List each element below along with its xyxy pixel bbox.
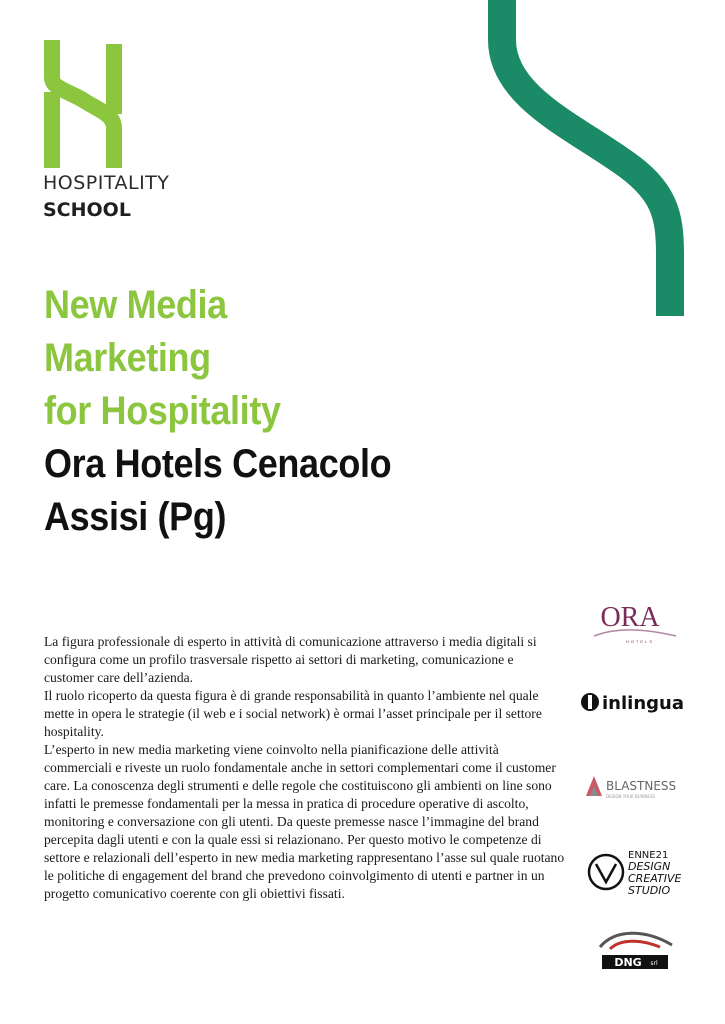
subtitle-line: Ora Hotels Cenacolo — [44, 442, 392, 486]
logo-text-hospitality: HOSPITALITY — [43, 172, 170, 194]
page-title — [44, 279, 449, 544]
dng-logo — [590, 925, 680, 975]
enne21-logo-design: DESIGN — [628, 860, 671, 873]
decorative-swoosh — [480, 0, 725, 330]
enne21-logo-text: ENNE21 — [628, 850, 669, 861]
title-line: New Media — [44, 283, 227, 327]
blastness-logo-text: BLASTNESS — [606, 779, 677, 793]
title-line: Marketing — [44, 336, 211, 380]
body-text — [44, 633, 566, 903]
inlingua-logo-text: inlingua — [602, 693, 684, 714]
enne21-logo-studio: STUDIO — [628, 884, 671, 897]
ora-hotels-logo — [580, 596, 680, 646]
hospitality-school-logo — [40, 40, 180, 230]
logo-text-school: SCHOOL — [43, 199, 131, 221]
enne21-logo-creative: CREATIVE — [628, 872, 681, 885]
body-paragraph: L’esperto in new media marketing viene coinvolto nella pianificazione delle attività commerciali e riveste un ruolo fondamentale anche in settori complementari come il customer care. La conoscenza degli strumenti e delle regole che costituiscono gli ambienti on line sono infatti le premesse fondamentali per la messa in pratica di procedure operative di ascolto, monitoring e conversazione con gli utenti. Da queste premesse nasce l’immagine del brand percepita dagli utenti e con la quale essi si relazionano. Per questo motivo le competenze di settore e relazionali dell’esperto in new media marketing rappresentano l’asse sul quale ruotano le politiche di engagement del brand che prevedono coinvolgimento di utenti e partner in un progetto comunicativo coerente con gli obiettivi fissati. — [44, 742, 565, 901]
logo-h-mark — [40, 40, 126, 168]
ora-logo-text: ORA — [600, 602, 660, 633]
blastness-logo — [584, 770, 684, 800]
ora-logo-subtext: HOTELS — [625, 639, 655, 644]
blastness-logo-subtext: DESIGN YOUR BUSINESS — [606, 794, 656, 799]
inlingua-logo — [580, 686, 685, 716]
dng-logo-text: DNG — [614, 956, 642, 969]
enne21-logo — [586, 842, 681, 902]
subtitle-line: Assisi (Pg) — [44, 495, 227, 539]
dng-logo-srl: srl — [650, 960, 658, 967]
body-paragraph: Il ruolo ricoperto da questa figura è di grande responsabilità in quanto l’ambiente nel quale mette in opera le strategie (il web e i social network) è ormai l’asset principale per il settore hospitality. — [44, 688, 542, 739]
title-line: for Hospitality — [44, 389, 281, 433]
body-paragraph: La figura professionale di esperto in attività di comunicazione attraverso i media digitali si configura come un profilo trasversale rispetto ai settori di marketing, comunicazione e customer care dell’azienda. — [44, 634, 537, 685]
